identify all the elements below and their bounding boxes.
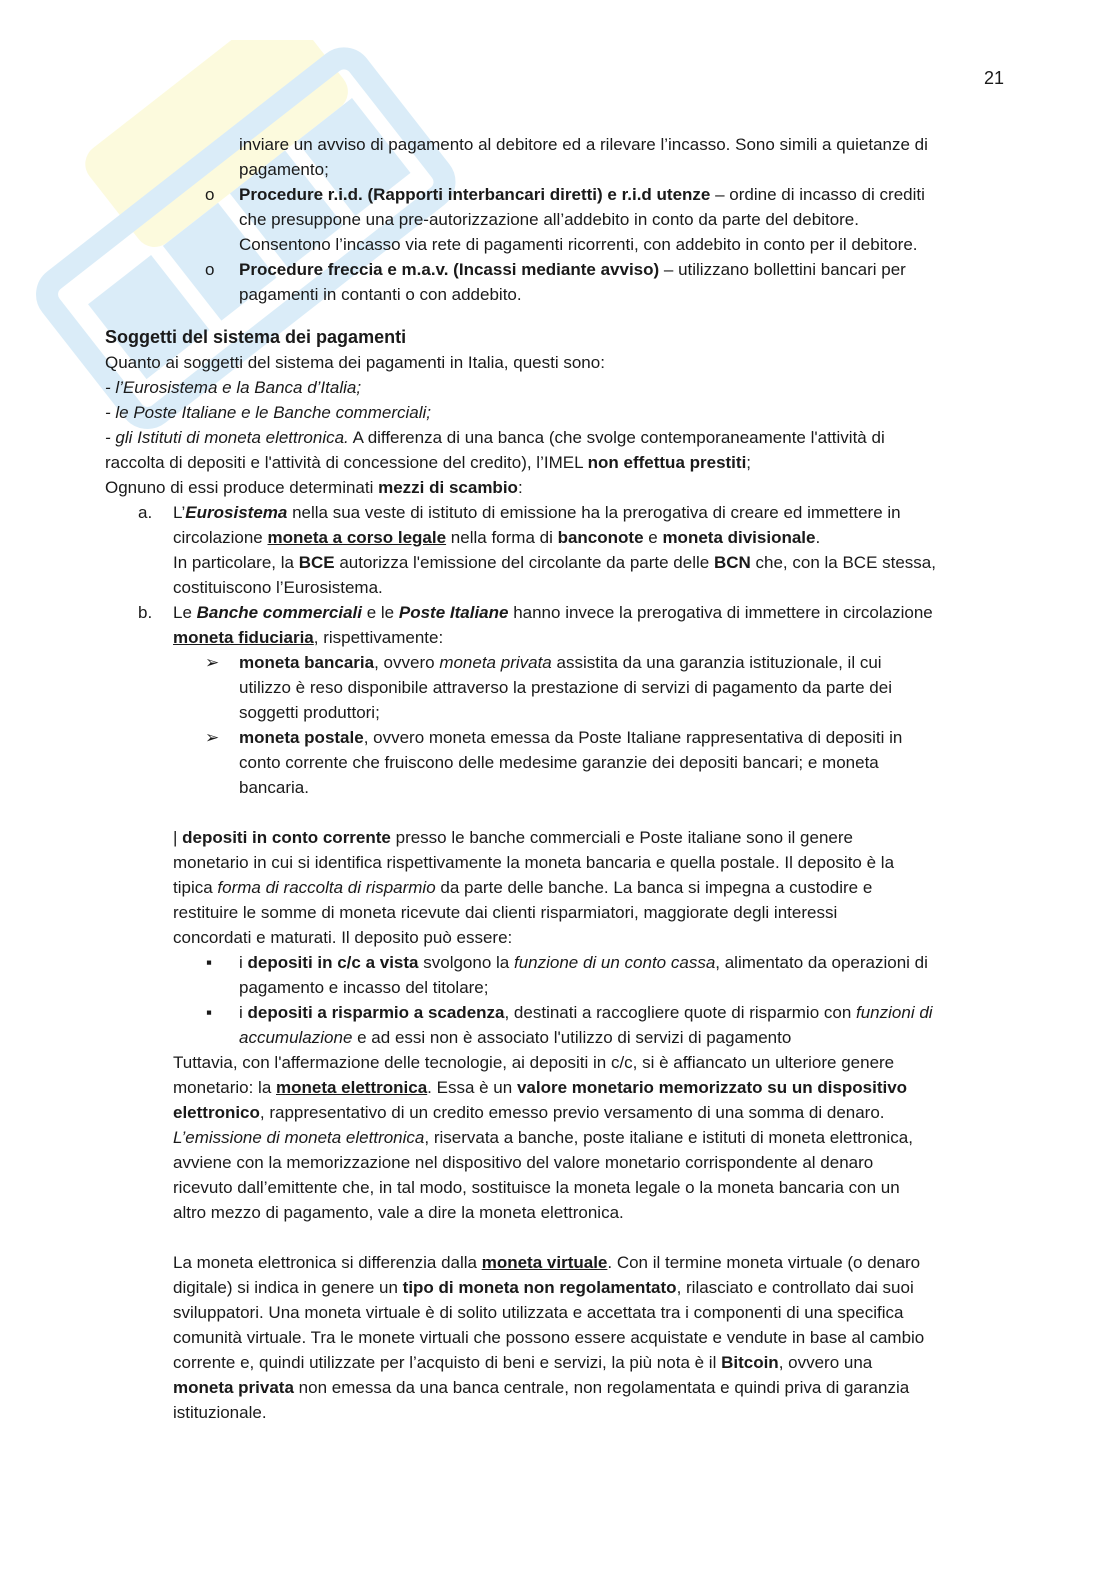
text-span: monetario: la <box>173 1078 276 1097</box>
text-span: | <box>173 828 183 847</box>
text-span: . Essa è un <box>427 1078 517 1097</box>
text-line: Tuttavia, con l'affermazione delle tecnologie, ai depositi in c/c, si è affiancato un ulteriore genere <box>173 1053 895 1072</box>
text-span: Eurosistema <box>185 503 288 522</box>
intro-continuation <box>105 132 1010 182</box>
text-span: depositi a risparmio a scadenza <box>247 1003 505 1022</box>
text-span: moneta postale <box>239 728 364 747</box>
text-line: avviene con la memorizzazione nel dispositivo del valore monetario corrispondente al denaro <box>173 1153 874 1172</box>
arrow-bullet-icon: ➢ <box>205 653 220 672</box>
text-span: , ovvero una <box>778 1353 873 1372</box>
arrow-item-bancaria <box>105 650 1010 725</box>
text-span: moneta privata <box>439 653 552 672</box>
text-line <box>105 450 1010 475</box>
text-line: Quanto ai soggetti del sistema dei pagamenti in Italia, questi sono: <box>105 353 605 372</box>
text-span: tipica <box>173 878 218 897</box>
text-span: Banche commerciali <box>196 603 362 622</box>
document-body <box>105 132 1010 1425</box>
procedure-item-rid <box>105 182 1010 257</box>
text-span: . Con il termine moneta virtuale (o denaro <box>607 1253 921 1272</box>
text-line: pagamenti in contanti o con addebito. <box>239 285 522 304</box>
text-span: moneta bancaria <box>239 653 375 672</box>
text-span: autorizza l'emissione del circolante da parte delle <box>334 553 714 572</box>
text-span: non effettua prestiti <box>587 453 747 472</box>
text-span: funzione di un conto cassa <box>513 953 716 972</box>
text-span: digitale) si indica in genere un <box>173 1278 403 1297</box>
text-span: che, con la BCE stessa, <box>750 553 936 572</box>
text-span: tipo di moneta non regolamentato <box>402 1278 677 1297</box>
text-span: depositi in conto corrente <box>182 828 391 847</box>
text-span: moneta a corso legale <box>267 528 447 547</box>
page-number: 21 <box>984 68 1005 88</box>
emoney-paragraph <box>105 1050 1010 1225</box>
text-span: A differenza di una banca (che svolge contemporaneamente l'attività di <box>348 428 885 447</box>
text-span: circolazione <box>173 528 268 547</box>
text-line: altro mezzo di pagamento, vale a dire la moneta elettronica. <box>173 1203 624 1222</box>
text-span: Ognuno di essi produce determinati <box>105 478 379 497</box>
text-span: , rappresentativo di un credito emesso previo versamento di una somma di denaro. <box>259 1103 885 1122</box>
text-span: - gli Istituti di moneta elettronica. <box>105 428 349 447</box>
text-span: presso le banche commerciali e Poste italiane sono il genere <box>390 828 853 847</box>
text-span: Poste Italiane <box>398 603 509 622</box>
square-bullet-icon: ▪ <box>206 953 213 972</box>
text-line: bancaria. <box>239 778 309 797</box>
text-span: BCE <box>298 553 335 572</box>
text-line: che presuppone una pre-autorizzazione all’addebito in conto da parte del debitore. <box>239 210 859 229</box>
text-span: moneta privata <box>173 1378 294 1397</box>
text-span: , riservata a banche, poste italiane e istituti di moneta elettronica, <box>424 1128 913 1147</box>
text-span: L’ <box>173 503 186 522</box>
text-line: sviluppatori. Una moneta virtuale è di solito utilizzata e accettata tra i componenti di una specifica <box>173 1303 904 1322</box>
text-span: ; <box>746 453 752 472</box>
text-span: – ordine di incasso di crediti <box>710 185 925 204</box>
text-span: moneta elettronica <box>276 1078 428 1097</box>
section-heading: Soggetti del sistema dei pagamenti <box>105 327 407 347</box>
text-span: moneta virtuale <box>481 1253 608 1272</box>
subject-line: - le Poste Italiane e le Banche commerciali; <box>105 403 431 422</box>
text-span: nella sua veste di istituto di emissione ha la prerogativa di creare ed immettere in <box>287 503 901 522</box>
virtual-money-paragraph <box>105 1250 1010 1425</box>
text-line: pagamento; <box>239 160 329 179</box>
square-bullet-icon: ▪ <box>206 1003 213 1022</box>
square-item-scadenza <box>105 1000 1010 1050</box>
circle-bullet: o <box>205 185 215 204</box>
text-span: : <box>517 478 523 497</box>
text-span: svolgono la <box>418 953 514 972</box>
text-span: e <box>643 528 663 547</box>
circle-bullet: o <box>205 260 215 279</box>
subject-line <box>105 425 1010 450</box>
text-span: , rispettivamente: <box>313 628 444 647</box>
text-span: corrente e, quindi utilizzate per l’acquisto di beni e servizi, la più nota è il <box>173 1353 722 1372</box>
text-line: comunità virtuale. Tra le monete virtuali che possono essere acquistate e vendute in base al cambio <box>173 1328 925 1347</box>
deposits-paragraph <box>105 825 1010 950</box>
text-span: i <box>239 1003 248 1022</box>
text-span: Bitcoin <box>721 1353 779 1372</box>
square-item-vista <box>105 950 1010 1000</box>
text-span: moneta fiduciaria <box>173 628 314 647</box>
subject-line: - l’Eurosistema e la Banca d’Italia; <box>105 378 362 397</box>
text-span: da parte delle banche. La banca si impegna a custodire e <box>435 878 873 897</box>
procedure-title: Procedure r.i.d. (Rapporti interbancari diretti) e r.i.d utenze <box>239 185 711 204</box>
list-item-a <box>105 500 1010 600</box>
text-line: costituiscono l’Eurosistema. <box>173 578 383 597</box>
text-span: non emessa da una banca centrale, non regolamentata e quindi priva di garanzia <box>293 1378 910 1397</box>
text-span: , ovvero moneta emessa da Poste Italiane rappresentativa di depositi in <box>363 728 903 747</box>
text-line: conto corrente che fruiscono delle medesime garanzie dei depositi bancari; e moneta <box>239 753 879 772</box>
text-span: e le <box>362 603 399 622</box>
text-line: istituzionale. <box>173 1403 267 1422</box>
list-marker: a. <box>138 503 153 522</box>
text-span: accumulazione <box>239 1028 353 1047</box>
text-span: , destinati a raccogliere quote di risparmio con <box>504 1003 856 1022</box>
text-span: , alimentato da operazioni di <box>715 953 928 972</box>
text-span: In particolare, la <box>173 553 299 572</box>
arrow-item-postale <box>105 725 1010 800</box>
procedure-title: Procedure freccia e m.a.v. (Incassi mediante avviso) <box>239 260 660 279</box>
text-span: depositi in c/c a vista <box>247 953 419 972</box>
text-span: Le <box>173 603 197 622</box>
text-line: inviare un avviso di pagamento al debitore ed a rilevare l’incasso. Sono simili a quietanze di <box>239 135 928 154</box>
text-line <box>105 475 1010 500</box>
text-span: . <box>815 528 821 547</box>
text-span: i <box>239 953 248 972</box>
text-line: restituire le somme di moneta ricevute dai clienti risparmiatori, maggiorate degli interessi <box>173 903 838 922</box>
text-span: forma di raccolta di risparmio <box>217 878 436 897</box>
procedure-item-freccia <box>105 257 1010 307</box>
text-span: , rilasciato e controllato dai suoi <box>676 1278 914 1297</box>
text-span: raccolta di depositi e l'attività di concessione del credito), l’IMEL <box>105 453 588 472</box>
text-span: – utilizzano bollettini bancari per <box>659 260 906 279</box>
text-span: nella forma di <box>446 528 558 547</box>
text-span: banconote <box>557 528 644 547</box>
list-marker: b. <box>138 603 153 622</box>
text-span: valore monetario memorizzato su un dispositivo <box>516 1078 908 1097</box>
text-span: assistita da una garanzia istituzionale, il cui <box>551 653 882 672</box>
arrow-bullet-icon: ➢ <box>205 728 220 747</box>
text-span: , ovvero <box>374 653 440 672</box>
text-line: concordati e maturati. Il deposito può essere: <box>173 928 513 947</box>
text-line: Consentono l’incasso via rete di pagamenti ricorrenti, con addebito in conto per il debitore. <box>239 235 918 254</box>
text-span: e ad essi non è associato l'utilizzo di servizi di pagamento <box>352 1028 792 1047</box>
text-span: elettronico <box>173 1103 260 1122</box>
text-span: L’emissione di moneta elettronica <box>173 1128 425 1147</box>
text-span: BCN <box>713 553 751 572</box>
text-span: moneta divisionale <box>662 528 816 547</box>
text-line: ricevuto dall’emittente che, in tal modo, sostituisce la moneta legale o la moneta bancaria con un <box>173 1178 900 1197</box>
text-span: La moneta elettronica si differenzia dalla <box>173 1253 482 1272</box>
text-line: soggetti produttori; <box>239 703 380 722</box>
text-span: mezzi di scambio <box>378 478 518 497</box>
text-span: hanno invece la prerogativa di immettere in circolazione <box>508 603 933 622</box>
text-line: pagamento e incasso del titolare; <box>239 978 489 997</box>
text-span: funzioni di <box>856 1003 933 1022</box>
list-item-b <box>105 600 1010 650</box>
text-line: utilizzo è reso disponibile attraverso la prestazione di servizi di pagamento da parte dei <box>239 678 892 697</box>
text-line: monetario in cui si identifica rispettivamente la moneta bancaria e quella postale. Il deposito è la <box>173 853 895 872</box>
